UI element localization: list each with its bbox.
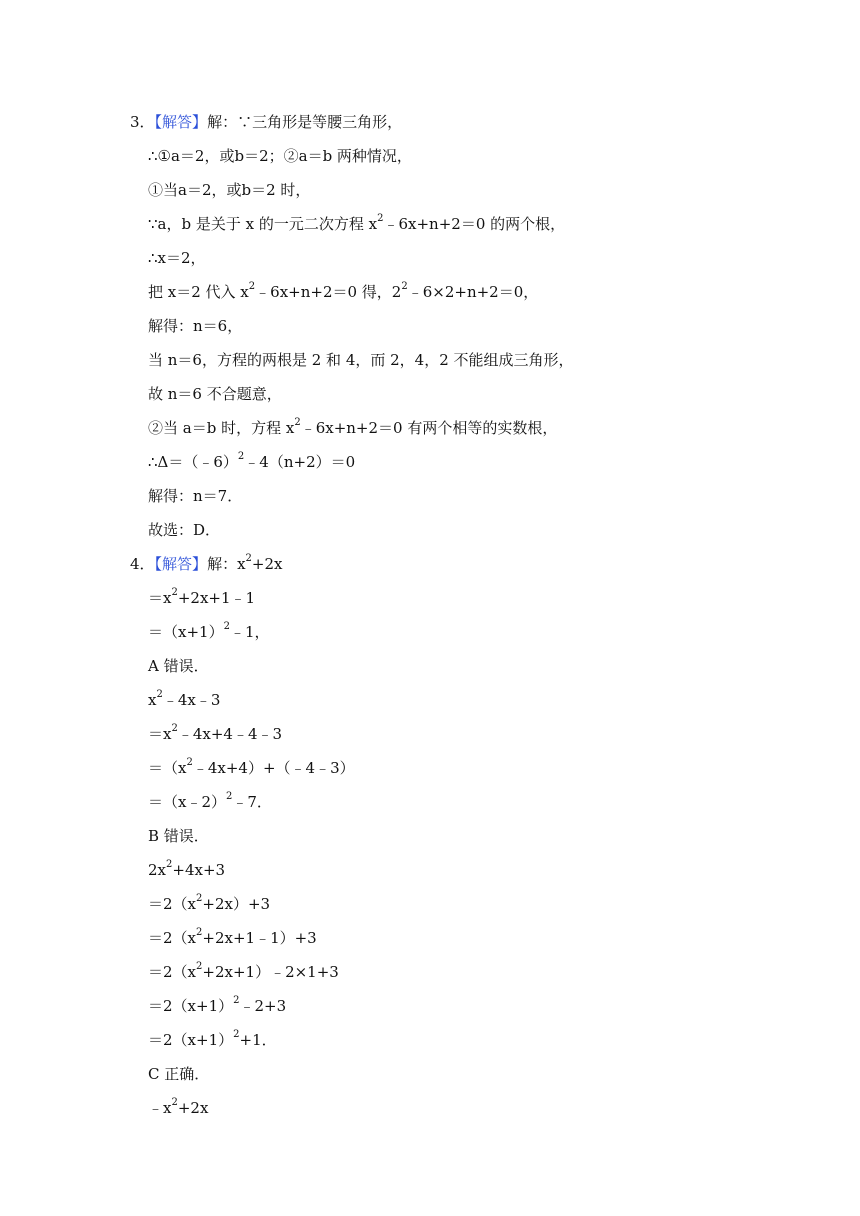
answer-tag: 【解答】 [154, 555, 208, 573]
line-text: $=x^2+2x+1﹣1$ [148, 587, 256, 607]
q4-line-12 [148, 928, 317, 948]
line-text: 解得：n＝6， [148, 317, 243, 335]
q4-line-3 [148, 622, 270, 642]
line-text: B 错误． [148, 827, 209, 845]
q4-line-14 [148, 996, 286, 1016]
q4-line-16 [148, 1064, 209, 1084]
line-text: $﹣x^2+2x$ [148, 1097, 209, 1117]
line-text: 故 n＝6 不合题意， [148, 385, 282, 403]
q3-header [130, 112, 402, 132]
line-text: ①当a＝2，或b＝2 时， [148, 181, 311, 199]
q4-header [130, 554, 282, 574]
q3-line-11 [148, 452, 355, 472]
line-text: $=2(x^2+2x+1)﹣2\times 1+3$ [148, 961, 339, 981]
line-text: 解：$x^2+2x$ [207, 553, 283, 573]
line-text: ∵a，b 是关于 x 的一元二次方程 $x^2﹣6x+n+2=0$ 的两个根， [148, 213, 566, 233]
line-text: $=x^2﹣4x+4﹣4﹣3$ [148, 723, 283, 743]
q4-line-17 [148, 1098, 208, 1118]
q3-line-3 [148, 180, 310, 200]
line-text: ②当 a＝b 时，方程 $x^2﹣6x+n+2=0$ 有两个相等的实数根， [148, 417, 558, 437]
q4-line-4 [148, 656, 209, 676]
q4-line-6 [148, 724, 282, 744]
q3-line-10 [148, 418, 557, 438]
q4-line-2 [148, 588, 255, 608]
line-text: 解得：n＝7． [148, 487, 243, 505]
q4-line-10 [148, 860, 225, 880]
line-text: $=2(x+1)^2+1$． [148, 1029, 277, 1049]
line-text: 解：∵三角形是等腰三角形， [207, 113, 403, 131]
line-text: $=2(x+1)^2﹣2+3$ [148, 995, 287, 1015]
q4-line-5 [148, 690, 220, 710]
line-text: 故选：D． [148, 521, 221, 539]
q3-line-2 [148, 146, 412, 166]
q4-line-8 [148, 792, 272, 812]
line-text: $x^2﹣4x﹣3$ [148, 689, 221, 709]
q3-line-4 [148, 214, 565, 234]
line-text: $=2(x^2+2x)+3$ [148, 893, 271, 913]
q4-line-11 [148, 894, 270, 914]
line-text: $2x^2+4x+3$ [148, 859, 226, 879]
line-text: C 正确． [148, 1065, 210, 1083]
line-text: ∴①a＝2，或b＝2；②a＝b 两种情况， [148, 147, 412, 165]
q3-line-8 [148, 350, 574, 370]
line-text: ∴Δ＝（﹣6）$^2$﹣4（n+2）＝0 [148, 451, 356, 471]
question-number: 4． [130, 555, 155, 573]
q3-line-9 [148, 384, 282, 404]
q3-line-13 [148, 520, 220, 540]
q4-line-15 [148, 1030, 277, 1050]
line-text: 当 n＝6，方程的两根是 2 和 4，而 2，4，2 不能组成三角形， [148, 351, 574, 369]
line-text: ＝（x﹣2）$^2$﹣7． [148, 791, 272, 811]
line-text: $=(x^2﹣4x+4)+(﹣4﹣3)$ [148, 757, 355, 777]
q3-line-12 [148, 486, 242, 506]
line-text: A 错误． [148, 657, 209, 675]
line-text: ∴x＝2， [148, 249, 206, 267]
q3-line-6 [148, 282, 538, 302]
line-text: $=2(x^2+2x+1﹣1)+3$ [148, 927, 317, 947]
q4-line-9 [148, 826, 209, 846]
q4-line-7 [148, 758, 355, 778]
line-text: $=(x+1)^2﹣1$， [148, 621, 270, 641]
q4-line-13 [148, 962, 339, 982]
q3-line-7 [148, 316, 242, 336]
line-text: 把 x＝2 代入 $x^2﹣6x+n+2=0$ 得，$2^2﹣6\times 2+n+2=0$， [148, 281, 539, 301]
question-number: 3． [130, 113, 155, 131]
answer-tag: 【解答】 [154, 113, 208, 131]
q3-line-5 [148, 248, 206, 268]
